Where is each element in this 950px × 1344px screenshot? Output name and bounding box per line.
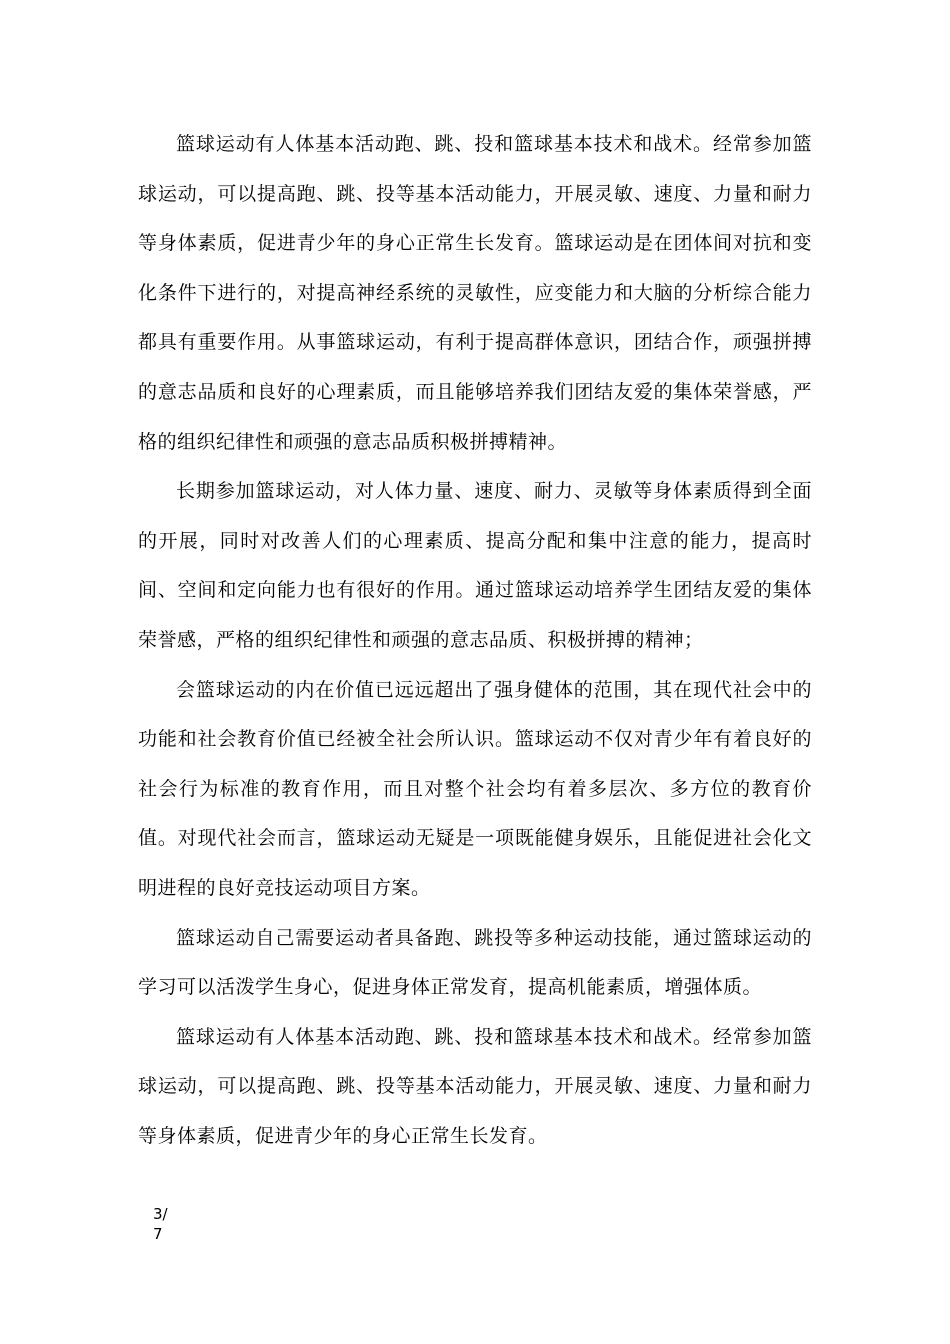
document-body bbox=[138, 120, 812, 1161]
paragraph-3: 会篮球运动的内在价值已远远超出了强身健体的范围，其在现代社会中的功能和社会教育价值已经被全社会所认识。篮球运动不仅对青少年有着良好的社会行为标准的教育作用，而且对整个社会均有着多层次、多方位的教育价值。对现代社会而言，篮球运动无疑是一项既能健身娱乐，且能促进社会化文明进程的良好竞技运动项目方案。 bbox=[138, 678, 812, 899]
paragraph-2: 长期参加篮球运动，对人体力量、速度、耐力、灵敏等身体素质得到全面的开展，同时对改善人们的心理素质、提高分配和集中注意的能力，提高时间、空间和定向能力也有很好的作用。通过篮球运动培养学生团结友爱的集体荣誉感，严格的组织纪律性和顽强的意志品质、积极拼搏的精神； bbox=[138, 480, 812, 651]
paragraph-1: 篮球运动有人体基本活动跑、跳、投和篮球基本技术和战术。经常参加篮球运动，可以提高跑、跳、投等基本活动能力，开展灵敏、速度、力量和耐力等身体素质，促进青少年的身心正常生长发育。篮球运动是在团体间对抗和变化条件下进行的，对提高神经系统的灵敏性，应变能力和大脑的分析综合能力都具有重要作用。从事篮球运动，有利于提高群体意识，团结合作，顽强拼搏的意志品质和良好的心理素质，而且能够培养我们团结友爱的集体荣誉感，严格的组织纪律性和顽强的意志品质积极拼搏精神。 bbox=[138, 133, 812, 453]
paragraph-4: 篮球运动自己需要运动者具备跑、跳投等多种运动技能，通过篮球运动的学习可以活泼学生身心，促进身体正常发育，提高机能素质，增强体质。 bbox=[138, 926, 812, 999]
paragraph-5: 篮球运动有人体基本活动跑、跳、投和篮球基本技术和战术。经常参加篮球运动，可以提高跑、跳、投等基本活动能力，开展灵敏、速度、力量和耐力等身体素质，促进青少年的身心正常生长发育。 bbox=[138, 1025, 812, 1147]
page-number: 3/ 7 bbox=[153, 1205, 168, 1243]
